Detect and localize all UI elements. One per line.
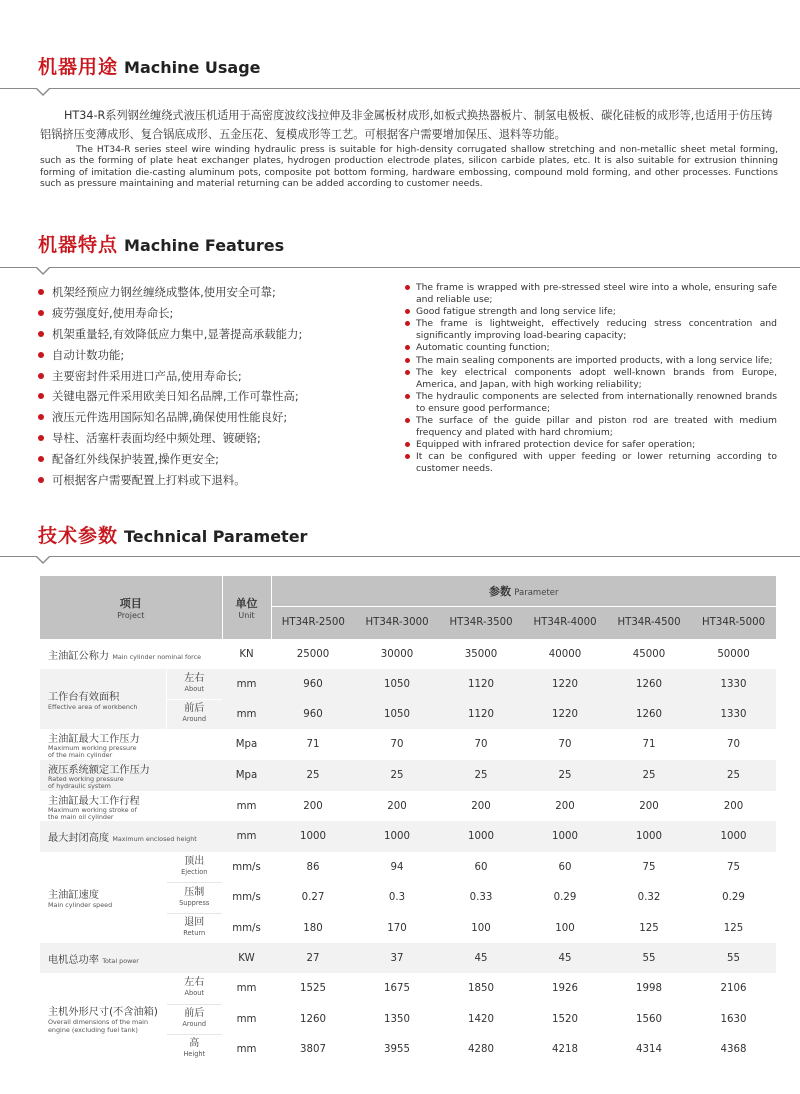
list-item: 机架重量轻,有效降低应力集中,显著提高承载能力; [38, 324, 302, 345]
bullet-icon [405, 370, 410, 375]
table-header-row [40, 576, 776, 606]
bullet-icon [38, 310, 44, 316]
list-item: 疲劳强度好,使用寿命长; [38, 303, 302, 324]
bullet-icon [38, 331, 44, 337]
features-divider-notch [36, 268, 50, 275]
table-row: 主油缸最大工作压力 Maximum working pressure of the main cylinder Mpa 71 70 70 70 71 70 [40, 729, 776, 760]
usage-divider-notch [36, 89, 50, 96]
bullet-icon [38, 352, 44, 358]
bullet-icon [38, 435, 44, 441]
params-title-en: Technical Parameter [124, 527, 308, 546]
table-row: 液压系统额定工作压力 Rated working pressure of hydraulic system Mpa 25 25 25 25 25 25 [40, 760, 776, 791]
usage-text-en: The HT34-R series steel wire winding hydraulic press is suitable for high-density corrugated shallow stretching and non-metallic sheet metal forming, such as the forming of plate heat exchanger plates, hydrogen production electrode plates, silicon carbide plates, etc. It is also suitable for extrusion thinning forming of imitation die-casting aluminum pots, composite pot bottom forming, hardware embossing, compound mold forming, and other processes. Functions such as pressure maintaining and material returning can be added according to customer needs. [40, 145, 778, 190]
list-item: The surface of the guide pillar and piston rod are treated with medium frequency and plated with hard chromium; [405, 415, 777, 439]
bullet-icon [38, 414, 44, 420]
model-header: HT34R-4500 [607, 606, 691, 639]
table-row: 前后 Around mm 960 1050 1120 1220 1260 1330 [40, 699, 776, 729]
list-item: The hydraulic components are selected from internationally renowned brands to ensure good performance; [405, 391, 777, 415]
list-item: Equipped with infrared protection device for safer operation; [405, 439, 777, 451]
model-header: HT34R-5000 [691, 606, 776, 639]
table-row: 主油缸公称力 Main cylinder nominal force KN 25000 30000 35000 40000 45000 50000 [40, 639, 776, 669]
model-header: HT34R-2500 [271, 606, 355, 639]
bullet-icon [38, 456, 44, 462]
list-item: The main sealing components are imported products, with a long service life; [405, 355, 777, 367]
bullet-icon [405, 358, 410, 363]
list-item: 自动计数功能; [38, 344, 302, 365]
usage-title-cn: 机器用途 [38, 56, 119, 78]
parameter-table [40, 576, 776, 1064]
usage-divider [0, 88, 800, 89]
features-list-en [405, 282, 777, 476]
bullet-icon [405, 394, 410, 399]
table-row: 压制 Suppress mm/s 0.27 0.3 0.33 0.29 0.32 0.29 [40, 882, 776, 913]
list-item: 配备红外线保护装置,操作更安全; [38, 448, 302, 469]
model-header: HT34R-3000 [355, 606, 439, 639]
bullet-icon [38, 373, 44, 379]
features-title-cn: 机器特点 [38, 234, 119, 256]
table-row: 最大封闭高度 Maximum enclosed height mm 1000 1000 1000 1000 1000 1000 [40, 821, 776, 852]
params-title-cn: 技术参数 [38, 525, 119, 547]
bullet-icon [405, 454, 410, 459]
model-header: HT34R-3500 [439, 606, 523, 639]
list-item: Automatic counting function; [405, 342, 777, 354]
bullet-icon [405, 285, 410, 290]
table-row: 电机总功率 Total power KW 27 37 45 45 55 55 [40, 943, 776, 973]
bullet-icon [38, 289, 44, 295]
bullet-icon [405, 321, 410, 326]
list-item: It can be configured with upper feeding or lower returning according to customer needs. [405, 451, 777, 475]
params-divider-notch [36, 557, 50, 564]
features-heading [38, 230, 284, 257]
list-item: 机架经预应力钢丝缠绕成整体,使用安全可靠; [38, 282, 302, 303]
list-item: 关键电器元件采用欧美日知名品牌,工作可靠性高; [38, 386, 302, 407]
list-item: 主要密封件采用进口产品,使用寿命长; [38, 365, 302, 386]
bullet-icon [405, 345, 410, 350]
bullet-icon [405, 418, 410, 423]
header-project: 项目 Project [40, 576, 222, 639]
features-divider [0, 267, 800, 268]
list-item: 导柱、活塞杆表面均经中频处理、镀硬铬; [38, 428, 302, 449]
usage-text-cn: HT34-R系列钢丝缠绕式液压机适用于高密度波纹浅拉伸及非金属板材成形,如板式换热器板片、制氢电极板、碳化硅板的成形等,也适用于仿压铸铝锅挤压变薄成形、复合锅底成形、五金压花、复模成形等工艺。可根据客户需要增加保压、退料等功能。 [40, 109, 773, 141]
list-item: Good fatigue strength and long service life; [405, 306, 777, 318]
model-header: HT34R-4000 [523, 606, 607, 639]
table-row: 退回 Return mm/s 180 170 100 100 125 125 [40, 913, 776, 943]
list-item: The key electrical components adopt well-known brands from Europe, America, and Japan, with high working reliability; [405, 367, 777, 391]
table-row: 前后 Around mm 1260 1350 1420 1520 1560 1630 [40, 1004, 776, 1034]
bullet-icon [38, 477, 44, 483]
table-row: 主油缸速度 Main cylinder speed 顶出 Ejection mm/s 86 94 60 60 75 75 [40, 852, 776, 882]
table-row: 主油缸最大工作行程 Maximum working stroke of the main oil cylinder mm 200 200 200 200 200 200 [40, 791, 776, 821]
params-divider [0, 556, 800, 557]
bullet-icon [405, 442, 410, 447]
table-row: 工作台有效面积 Effective area of workbench 左右 About mm 960 1050 1120 1220 1260 1330 [40, 669, 776, 699]
header-unit: 单位 Unit [222, 576, 271, 639]
params-heading [38, 521, 307, 548]
list-item: 液压元件选用国际知名品牌,确保使用性能良好; [38, 407, 302, 428]
list-item: The frame is lightweight, effectively reducing stress concentration and significantly improving load-bearing capacity; [405, 318, 777, 342]
usage-heading [38, 52, 261, 79]
features-title-en: Machine Features [124, 236, 285, 255]
table-row: 高 Height mm 3807 3955 4280 4218 4314 4368 [40, 1034, 776, 1064]
features-list-cn [38, 282, 302, 490]
list-item: 可根据客户需要配置上打料或下退料。 [38, 469, 302, 490]
usage-title-en: Machine Usage [124, 58, 261, 77]
header-parameter: 参数 Parameter [271, 576, 776, 606]
table-row: 主机外形尺寸(不含油箱) Overall dimensions of the main engine (excluding fuel tank) 左右 About mm 1525 1675 1850 1926 1998 2106 [40, 973, 776, 1004]
bullet-icon [405, 309, 410, 314]
bullet-icon [38, 393, 44, 399]
list-item: The frame is wrapped with pre-stressed steel wire into a whole, ensuring safe and reliable use; [405, 282, 777, 306]
